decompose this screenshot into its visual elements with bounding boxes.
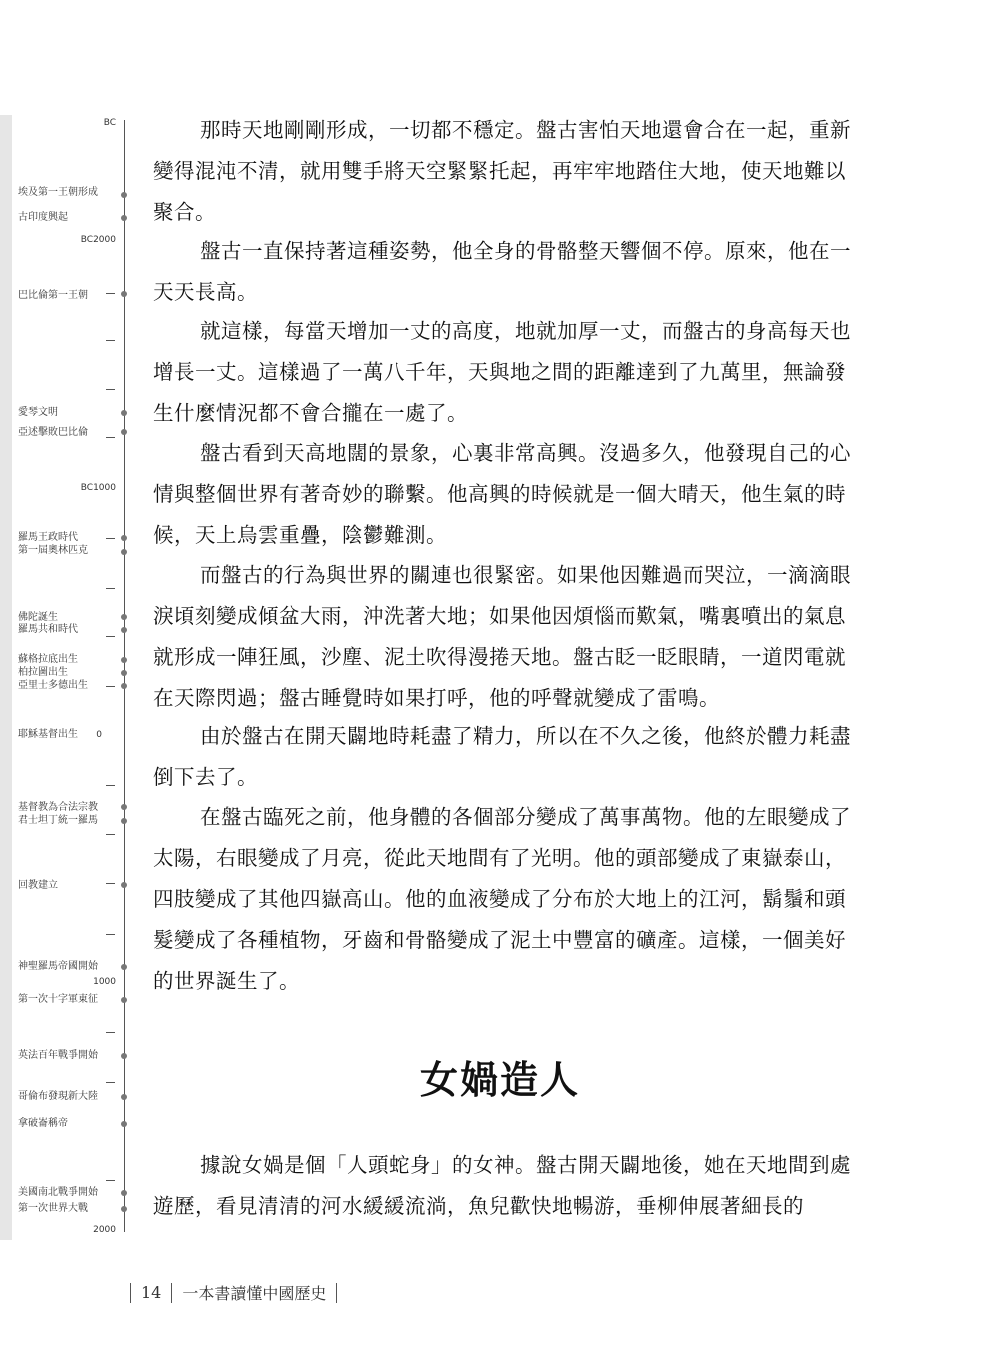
paragraph: 由於盤古在開天闢地時耗盡了精力，所以在不久之後，他終於體力耗盡倒下去了。 [153,724,851,789]
timeline-year: BC2000 [80,235,116,245]
paragraph: 那時天地剛剛形成，一切都不穩定。盤古害怕天地還會合在一起，重新變得混沌不清，就用雙手將天空緊緊托起，再牢牢地踏住大地，使天地難以聚合。 [153,118,851,224]
footer-divider [130,1283,131,1303]
timeline-marker [121,997,127,1003]
timeline-year: 2000 [93,1225,116,1235]
timeline-event: 亞里士多德出生 [18,680,88,691]
timeline-marker [121,657,127,663]
timeline-tick [106,588,115,589]
timeline-bc-label: BC [103,118,116,128]
timeline-tick [106,883,115,884]
timeline-tick [106,437,115,438]
book-title: 一本書讀懂中國歷史 [182,1284,327,1303]
timeline-marker [121,291,127,297]
timeline-marker [121,1190,127,1196]
timeline-event: 神聖羅馬帝國開始 [18,961,98,972]
timeline-tick [106,1032,115,1033]
timeline-tick [106,834,115,835]
timeline-marker [121,549,127,555]
timeline-event: 第一屆奧林匹克 [18,545,88,556]
timeline-marker [121,614,127,620]
timeline-event: 亞述擊敗巴比倫 [18,427,88,438]
timeline-marker [121,670,127,676]
timeline-event: 第一次世界大戰 [18,1203,88,1214]
page-footer [120,1281,347,1304]
timeline-event: 基督教為合法宗教 [18,802,98,813]
timeline-tick [106,785,115,786]
timeline-marker [121,1121,127,1127]
timeline-event: 柏拉圖出生 [18,667,68,678]
timeline-year: 0 [96,730,102,740]
timeline-tick [106,686,115,687]
footer-divider [171,1283,172,1303]
timeline-tick [106,636,115,637]
timeline-event: 耶穌基督出生 [18,729,78,740]
timeline-marker [121,215,127,221]
timeline-tick [106,934,115,935]
timeline-year: 1000 [93,977,116,987]
timeline-marker [121,882,127,888]
paragraph: 而盤古的行為與世界的關連也很緊密。如果他因難過而哭泣，一滴滴眼淚頃刻變成傾盆大雨，沖洗著大地；如果他因煩惱而歎氣，嘴裏噴出的氣息就形成一陣狂風，沙塵、泥土吹得漫捲天地。盤古眨一眨眼睛，一道閃電就在天際閃過；盤古睡覺時如果打呼，他的呼聲就變成了雷鳴。 [153,563,851,710]
paragraph: 在盤古臨死之前，他身體的各個部分變成了萬事萬物。他的左眼變成了太陽，右眼變成了月亮，從此天地間有了光明。他的頭部變成了東嶽泰山，四肢變成了其他四嶽高山。他的血液變成了分布於大地上的江河，鬍鬚和頭髮變成了各種植物，牙齒和骨骼變成了泥土中豐富的礦產。這樣，一個美好的世界誕生了。 [153,805,851,993]
timeline-marker [121,535,127,541]
paragraph: 盤古看到天高地闊的景象，心裏非常高興。沒過多久，他發現自己的心情與整個世界有著奇妙的聯繫。他高興的時候就是一個大晴天，他生氣的時候，天上烏雲重疊，陰鬱難測。 [153,441,851,547]
timeline-marker [121,192,127,198]
section-title: 女媧造人 [419,1057,580,1102]
timeline-marker [121,964,127,970]
timeline-tick [106,538,115,539]
timeline-event: 埃及第一王朝形成 [18,187,98,198]
timeline-event: 蘇格拉底出生 [18,654,78,665]
timeline-marker [121,429,127,435]
timeline-tick [106,1180,115,1181]
timeline-event: 君士坦丁統一羅馬 [18,815,98,826]
timeline-event: 回教建立 [18,880,58,891]
timeline-event: 古印度興起 [18,212,68,223]
paragraph: 盤古一直保持著這種姿勢，他全身的骨骼整天響個不停。原來，他在一天天長高。 [153,239,851,304]
timeline-marker [121,818,127,824]
timeline-year: BC1000 [80,483,116,493]
timeline-marker [121,683,127,689]
timeline-event: 羅馬共和時代 [18,624,78,635]
section-paragraph: 據說女媧是個「人頭蛇身」的女神。盤古開天闢地後，她在天地間到處遊歷，看見清清的河水緩緩流淌，魚兒歡快地暢游，垂柳伸展著細長的 [153,1153,851,1218]
page-number: 14 [141,1283,162,1302]
timeline-marker [121,1206,127,1212]
timeline-event: 英法百年戰爭開始 [18,1050,98,1061]
timeline-marker [121,410,127,416]
timeline-event: 佛陀誕生 [18,612,58,623]
timeline-event: 美國南北戰爭開始 [18,1187,98,1198]
paragraph: 就這樣，每當天增加一丈的高度，地就加厚一丈，而盤古的身高每天也增長一丈。這樣過了一萬八千年，天與地之間的距離達到了九萬里，無論發生什麼情況都不會合攏在一處了。 [153,319,851,425]
timeline-event: 羅馬王政時代 [18,532,78,543]
timeline-tick [106,293,115,294]
timeline-tick [106,389,115,390]
timeline-event: 第一次十字軍東征 [18,994,98,1005]
timeline-tick [106,340,115,341]
footer-divider [336,1283,337,1303]
timeline-event: 巴比倫第一王朝 [18,290,88,301]
timeline-event: 拿破崙稱帝 [18,1118,68,1129]
timeline-event: 哥倫布發現新大陸 [18,1091,98,1102]
timeline-event: 愛琴文明 [18,407,58,418]
timeline-marker [121,627,127,633]
timeline-marker [121,804,127,810]
